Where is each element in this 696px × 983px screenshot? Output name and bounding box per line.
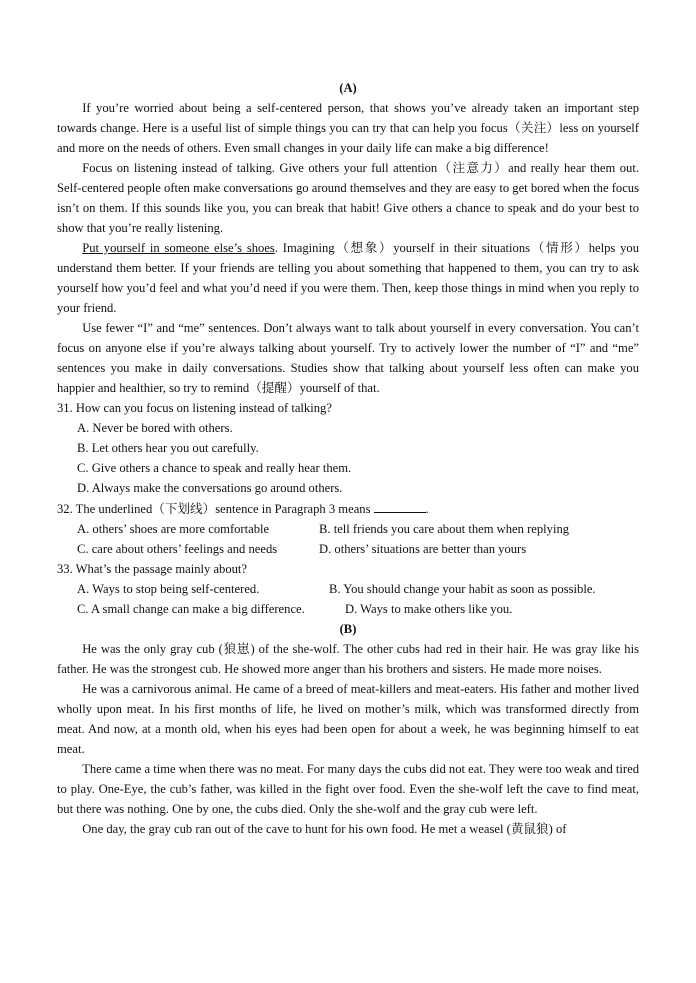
q33-option-c: C. A small change can make a big difference. [77, 602, 305, 616]
paragraph-3-rest: . Imagining（想象）yourself in their situations（情形）helps you understand them better. If your friends are telling you about something that happened to them, you can try to ask yourself how you’d feel and what you’d need if you were them. Then, keep those things in mind when you reply to your friend. [57, 241, 639, 315]
passage-b-paragraph-4: One day, the gray cub ran out of the cave to hunt for his own food. He met a weasel (黄鼠狼) of [82, 822, 567, 836]
q32-option-b: B. tell friends you care about them when replying [319, 522, 570, 536]
q32-period: . [425, 502, 429, 516]
q32-option-d: D. others’ situations are better than yours [319, 542, 527, 556]
passage-a-paragraph-4: Use fewer “I” and “me” sentences. Don’t always want to talk about yourself in every conversation. You can’t focus on anyone else if you’re always talking about yourself. Try to actively lower the number of “I” and “me” sentences you make in daily conversations. Studies show that talking about yourself less often can make you happier and healthier, so try to remind（提醒）yourself of that. [57, 321, 639, 395]
q31-option-d: D. Always make the conversations go around others. [77, 481, 343, 495]
question-33: 33. What’s the passage mainly about? [57, 562, 248, 576]
q33-option-d: D. Ways to make others like you. [345, 602, 513, 616]
passage-a-paragraph-2: Focus on listening instead of talking. Give others your full attention（注意力）and really hear them out. Self-centered people often make conversations go around themselves and they are easy to get bored when the focus isn’t on them. If this sounds like you, you can break that habit! Give others a chance to speak and do your best to show that you’re really listening. [57, 161, 639, 235]
q33-option-b: B. You should change your habit as soon as possible. [329, 582, 596, 596]
q32-options-row-2 [57, 539, 639, 559]
passage-a-paragraph-1: If you’re worried about being a self-centered person, that shows you’ve already taken an important step towards change. Here is a useful list of simple things you can try that can help you focus（关注）less on yourself and more on the needs of others. Even small changes in your daily life can make a big difference! [57, 101, 639, 155]
q31-option-a: A. Never be bored with others. [77, 421, 233, 435]
q31-option-b: B. Let others hear you out carefully. [77, 441, 259, 455]
question-31: 31. How can you focus on listening instead of talking? [57, 401, 332, 415]
q32-text: 32. The underlined（下划线）sentence in Paragraph 3 means [57, 502, 371, 516]
passage-b-paragraph-2: He was a carnivorous animal. He came of a breed of meat-killers and meat-eaters. His father and mother lived wholly upon meat. In his first months of life, he lived on mother’s milk, which was transformed directly from meat. And now, at a month old, when his eyes had been open for about a week, he was beginning himself to eat meat. [57, 682, 639, 756]
passage-a-heading: (A) [339, 81, 357, 95]
q33-options-row-1 [57, 579, 639, 599]
answer-blank [374, 498, 426, 513]
q32-option-c: C. care about others’ feelings and needs [77, 542, 278, 556]
passage-a-paragraph-3 [57, 238, 639, 318]
q32-option-a: A. others’ shoes are more comfortable [77, 522, 270, 536]
question-32 [57, 498, 639, 519]
passage-b-paragraph-1: He was the only gray cub (狼崽) of the she-wolf. The other cubs had red in their hair. He was gray like his father. He was the strongest cub. He showed more anger than his brothers and sisters. He made more noises. [57, 642, 639, 676]
passage-b-heading: (B) [339, 622, 357, 636]
q33-option-a: A. Ways to stop being self-centered. [77, 582, 260, 596]
underlined-sentence: Put yourself in someone else’s shoes [82, 241, 275, 255]
q31-option-c: C. Give others a chance to speak and really hear them. [77, 461, 352, 475]
passage-b-paragraph-3: There came a time when there was no meat. For many days the cubs did not eat. They were too weak and tired to play. One-Eye, the cub’s father, was killed in the fight over food. Even the she-wolf left the cave to find meat, but there was nothing. One by one, the cubs died. Only the she-wolf and the gray cub were left. [57, 762, 639, 816]
q32-options-row-1 [57, 519, 639, 539]
q33-options-row-2 [57, 599, 639, 619]
